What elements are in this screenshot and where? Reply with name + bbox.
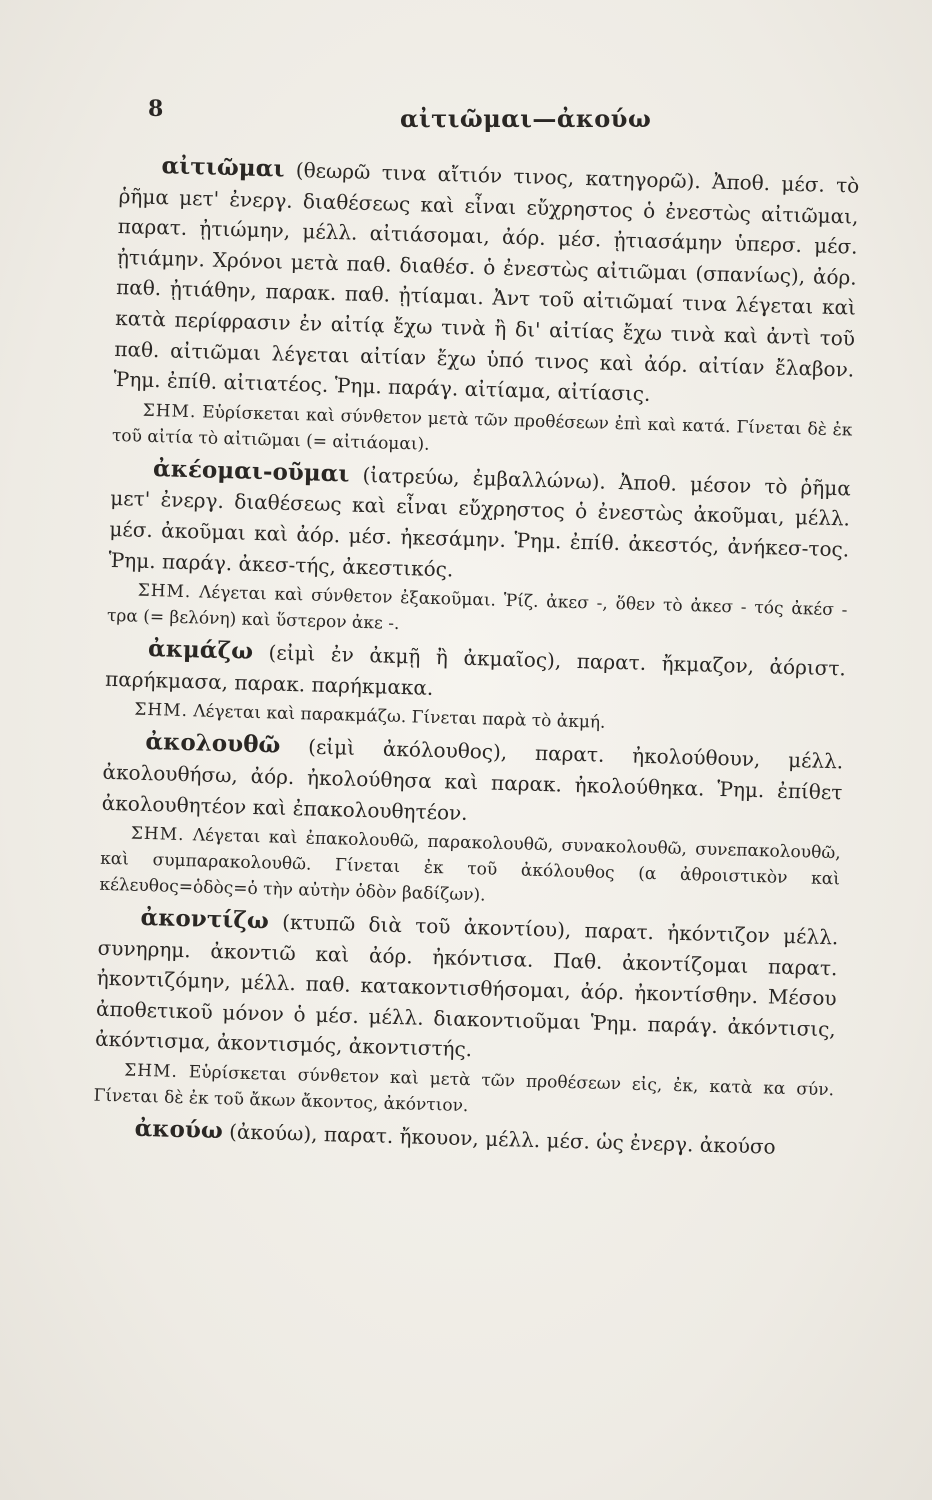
- entry-text: (εἰμὶ ἀκόλουθος), παρατ. ἠκολούθουν, μέλλ. ἀκολουθήσω, ἀόρ. ἠκολούθησα καὶ παρακ. ἠκολούθηκα. Ῥημ. ἐπίθετ ἀκολουθητέον καὶ ἐπακολουθητέον.: [101, 734, 844, 825]
- entry-akontizo: [95, 902, 839, 1076]
- headword: ἀκοντίζω: [140, 903, 270, 935]
- headword: ἀκμάζω: [147, 635, 254, 666]
- note-text: Λέγεται καὶ σύνθετον ἐξακοῦμαι. Ῥίζ. ἀκεσ -, ὅθεν τὸ ἀκεσ - τός ἀκέσ - τρα (= βελόνη) καὶ ὕστερον ἀκε -.: [106, 582, 848, 635]
- note-text: Εὑρίσκεται καὶ σύνθετον μετὰ τῶν προθέσεων ἐπὶ καὶ κατά. Γίνεται δὲ ἐκ τοῦ αἰτία τὸ αἰτιῶμαι (= αἰτιάομαι).: [111, 401, 853, 455]
- headword: ἀκέομαι-οῦμαι: [152, 454, 350, 488]
- note-label: ΣΗΜ.: [137, 580, 192, 603]
- note-label: ΣΗΜ.: [124, 1060, 179, 1083]
- entry-text: (ἀκούω), παρατ. ἤκουον, μέλλ. μέσ. ὡς ἐνεργ. ἀκούσο: [222, 1119, 776, 1159]
- note-label: ΣΗΜ.: [134, 699, 189, 722]
- running-title: αἰτιῶμαι—ἀκούω: [400, 104, 652, 133]
- headword: ἀκολουθῶ: [145, 728, 281, 760]
- note-text: Λέγεται καὶ ἐπακολουθῶ, παρακολουθῶ, συνακολουθῶ, συνεπακολουθῶ, καὶ συμπαρακολουθῶ. Γίνεται ἐκ τοῦ ἀκόλουθος (α ἀθροιστικὸν καὶ κέλευθος=ὁδὸς=ὁ τὴν αὐτὴν ὁδὸν βαδίζων).: [99, 825, 841, 906]
- headword: αἰτιῶμαι: [161, 152, 285, 183]
- entry-akeomai: [108, 453, 851, 596]
- entry-aitiomai: [113, 150, 860, 415]
- entry-text: (εἰμὶ ἐν ἀκμῇ ἢ ἀκμαῖος), παρατ. ἤκμαζον, ἀόριστ. παρήκμασα, παρακ. παρήκμακα.: [104, 640, 847, 700]
- note-label: ΣΗΜ.: [130, 823, 185, 846]
- entry-text: (ἰατρεύω, ἐμβαλλώνω). Ἀποθ. μέσον τὸ ῥῆμα μετ' ἐνεργ. διαθέσεως καὶ εἶναι εὔχρηστος ὁ ἐνεστὼς ἀκοῦμαι, μέλλ. μέσ. ἀκοῦμαι καὶ ἀόρ. μέσ. ἠκεσάμην. Ῥημ. ἐπίθ. ἀκεστός, ἀνήκεσ-τος. Ῥημ. παράγ. ἀκεσ-τής, ἀκεστικός.: [108, 462, 852, 581]
- note-text: Λέγεται καὶ παρακμάζω. Γίνεται παρὰ τὸ ἀκμή.: [187, 701, 606, 734]
- note-label: ΣΗΜ.: [142, 400, 197, 422]
- entry-text: (θεωρῶ τινα αἴτιόν τινος, κατηγορῶ). Ἀποθ. μέσ. τὸ ῥῆμα μετ' ἐνεργ. διαθέσεως καὶ εἶναι εὔχρηστος ὁ ἐνεστὼς αἰτιῶμαι, παρατ. ᾐτιώμην, μέλλ. αἰτιάσομαι, ἀόρ. μέσ. ᾐτιασάμην ὑπερσ. μέσ. ᾐτιάμην. Χρόνοι μετὰ παθ. διαθέσ. ὁ ἐνεστὼς αἰτιῶμαι (σπανίως), ἀόρ. παθ. ᾐτιάθην, παρακ. παθ. ᾐτίαμαι. Ἀντ τοῦ αἰτιῶμαί τινα λέγεται καὶ κατὰ περίφρασιν ἐν αἰτίᾳ ἔχω τινὰ ἢ δι' αἰτίας ἔχω τινὰ καὶ ἀντὶ τοῦ παθ. αἰτιῶμαι λέγεται αἰτίαν ἔχω ὑπό τινος καὶ ἀόρ. αἰτίαν ἔλαβον. Ῥημ. ἐπίθ. αἰτιατέος. Ῥημ. παράγ. αἰτίαμα, αἰτίασις.: [113, 157, 860, 407]
- dictionary-body: [92, 150, 860, 1166]
- entry-text: (κτυπῶ διὰ τοῦ ἀκοντίου), παρατ. ἠκόντιζον μέλλ. συνηρημ. ἀκοντιῶ καὶ ἀόρ. ἠκόντισα. Παθ. ἀκοντίζομαι παρατ. ἠκοντιζόμην, μέλλ. παθ. κατακοντισθήσομαι, ἀόρ. ἠκοντίσθην. Μέσου ἀποθετικοῦ μόνον ὁ μέσ. μέλλ. διακοντιοῦμαι Ῥημ. παράγ. ἀκόντισις, ἀκόντισμα, ἀκοντισμός, ἀκοντιστής.: [94, 909, 839, 1062]
- headword: ἀκούω: [134, 1114, 224, 1145]
- page-number: 8: [148, 96, 164, 122]
- entry-akolouthō: [101, 726, 843, 838]
- note-text: Εὑρίσκεται σύνθετον καὶ μετὰ τῶν προθέσεων εἰς, ἐκ, κατὰ κα σύν. Γίνεται δὲ ἐκ τοῦ ἄκων ἄκοντος, ἀκόντιον.: [93, 1062, 835, 1117]
